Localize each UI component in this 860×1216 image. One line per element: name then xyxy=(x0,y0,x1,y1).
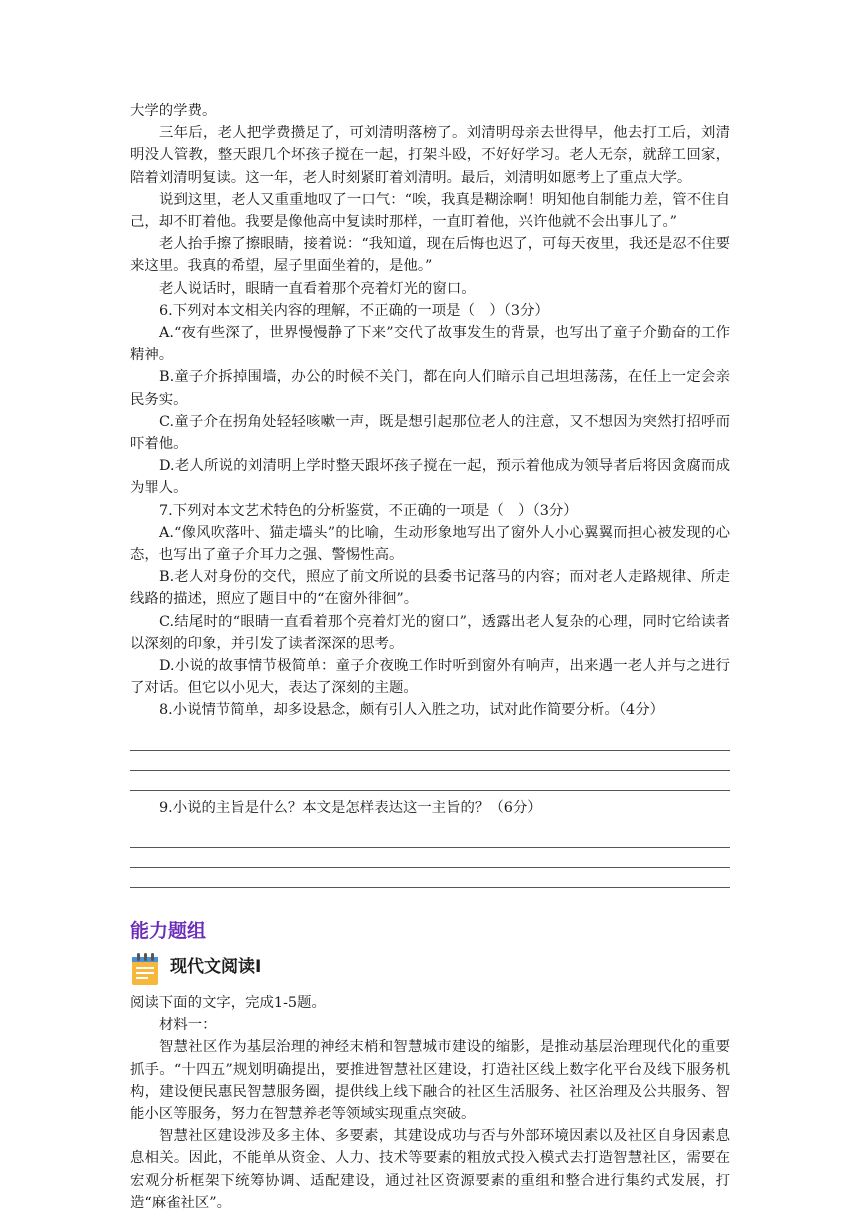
question-7-option-d: D.小说的故事情节极简单：童子介夜晚工作时听到窗外有响声，出来遇一老人并与之进行了对话。但它以小见大，表达了深刻的主题。 xyxy=(130,658,730,697)
story-paragraph: 老人抬手擦了擦眼睛，接着说：“我知道，现在后悔也迟了，可每天夜里，我还是忍不住要来这里。我真的希望，屋子里面坐着的，是他。” xyxy=(130,236,730,275)
question-7-option-b: B.老人对身份的交代，照应了前文所说的县委书记落马的内容；而对老人走路规律、所走线路的描述，照应了题目中的“在窗外徘徊”。 xyxy=(130,569,730,608)
question-6-option-a: A.“夜有些深了，世界慢慢静了下来”交代了故事发生的背景，也写出了童子介勤奋的工作精神。 xyxy=(130,325,730,364)
question-7-option-a: A.“像风吹落叶、猫走墙头”的比喻，生动形象地写出了窗外人小心翼翼而担心被发现的心态，也写出了童子介耳力之强、警惕性高。 xyxy=(130,524,730,564)
question-6-option-c: C.童子介在拐角处轻轻咳嗽一声，既是想引起那位老人的注意，又不想因为突然打招呼而吓着他。 xyxy=(130,413,730,453)
question-7-option-c: C.结尾时的“眼睛一直看着那个亮着灯光的窗口”，透露出老人复杂的心理，同时它给读者以深刻的印象，并引发了读者深深的思考。 xyxy=(130,613,730,652)
answer-line[interactable] xyxy=(130,731,730,751)
answer-line[interactable] xyxy=(130,828,730,848)
answer-line[interactable] xyxy=(130,868,730,888)
question-9-answer-area[interactable] xyxy=(130,828,730,888)
section-subtitle: 现代文阅读Ⅰ xyxy=(170,956,262,977)
section-subheading xyxy=(130,950,730,986)
question-6-stem: 6.下列对本文相关内容的理解，不正确的一项是（ ）（3分） xyxy=(159,302,549,319)
story-paragraph: 大学的学费。 xyxy=(130,103,217,119)
material-label: 材料一： xyxy=(159,1017,217,1034)
question-9-stem: 9.小说的主旨是什么？本文是怎样表达这一主旨的？（6分） xyxy=(159,799,542,816)
material-paragraph: 智慧社区作为基层治理的神经末梢和智慧城市建设的缩影，是推动基层治理现代化的重要抓手。“十四五”规划明确提出，要推进智慧社区建设，打造社区线上数字化平台及线下服务机构，建设便民惠民智慧服务圈，提供线上线下融合的社区生活服务、社区治理及公共服务、智能小区等服务，努力在智慧养老等领域实现重点突破。 xyxy=(130,1039,730,1122)
notepad-icon xyxy=(130,952,160,986)
document-page xyxy=(130,100,730,1214)
question-6-option-b: B.童子介拆掉围墙，办公的时候不关门，都在向人们暗示自己坦坦荡荡，在任上一定会亲民务实。 xyxy=(130,369,730,408)
story-paragraph: 老人说话时，眼睛一直看着那个亮着灯光的窗口。 xyxy=(159,280,476,297)
answer-line[interactable] xyxy=(130,848,730,868)
story-paragraph: 说到这里，老人又重重地叹了一口气：“唉，我真是糊涂啊！明知他自制能力差，管不住自己，却不盯着他。我要是像他高中复读时那样，一直盯着他，兴许他就不会出事儿了。” xyxy=(130,191,730,231)
question-6-option-d: D.老人所说的刘清明上学时整天跟坏孩子搅在一起，预示着他成为领导者后将因贪腐而成为罪人。 xyxy=(130,458,730,497)
section-title: 能力题组 xyxy=(130,919,207,942)
answer-line[interactable] xyxy=(130,771,730,791)
story-paragraph: 三年后，老人把学费攒足了，可刘清明落榜了。刘清明母亲去世得早，他去打工后，刘清明没人管教，整天跟几个坏孩子搅在一起，打架斗殴，不好好学习。老人无奈，就辞工回家，陪着刘清明复读。这一年，老人时刻紧盯着刘清明。最后，刘清明如愿考上了重点大学。 xyxy=(130,125,730,186)
question-7-stem: 7.下列对本文艺术特色的分析鉴赏，不正确的一项是（ ）（3分） xyxy=(159,502,578,519)
material-paragraph: 智慧社区建设涉及多主体、多要素，其建设成功与否与外部环境因素以及社区自身因素息息相关。因此，不能单从资金、人力、技术等要素的粗放式投入模式去打造智慧社区，需要在宏观分析框架下统筹协调、适配建设，通过社区资源要素的重组和整合进行集约式发展，打造“麻雀社区”。 xyxy=(130,1128,730,1211)
reading-instruction: 阅读下面的文字，完成1-5题。 xyxy=(130,994,326,1011)
question-8-answer-area[interactable] xyxy=(130,731,730,791)
answer-line[interactable] xyxy=(130,751,730,771)
question-8-stem: 8.小说情节简单，却多设悬念，颇有引人入胜之功，试对此作简要分析。（4分） xyxy=(159,702,664,719)
